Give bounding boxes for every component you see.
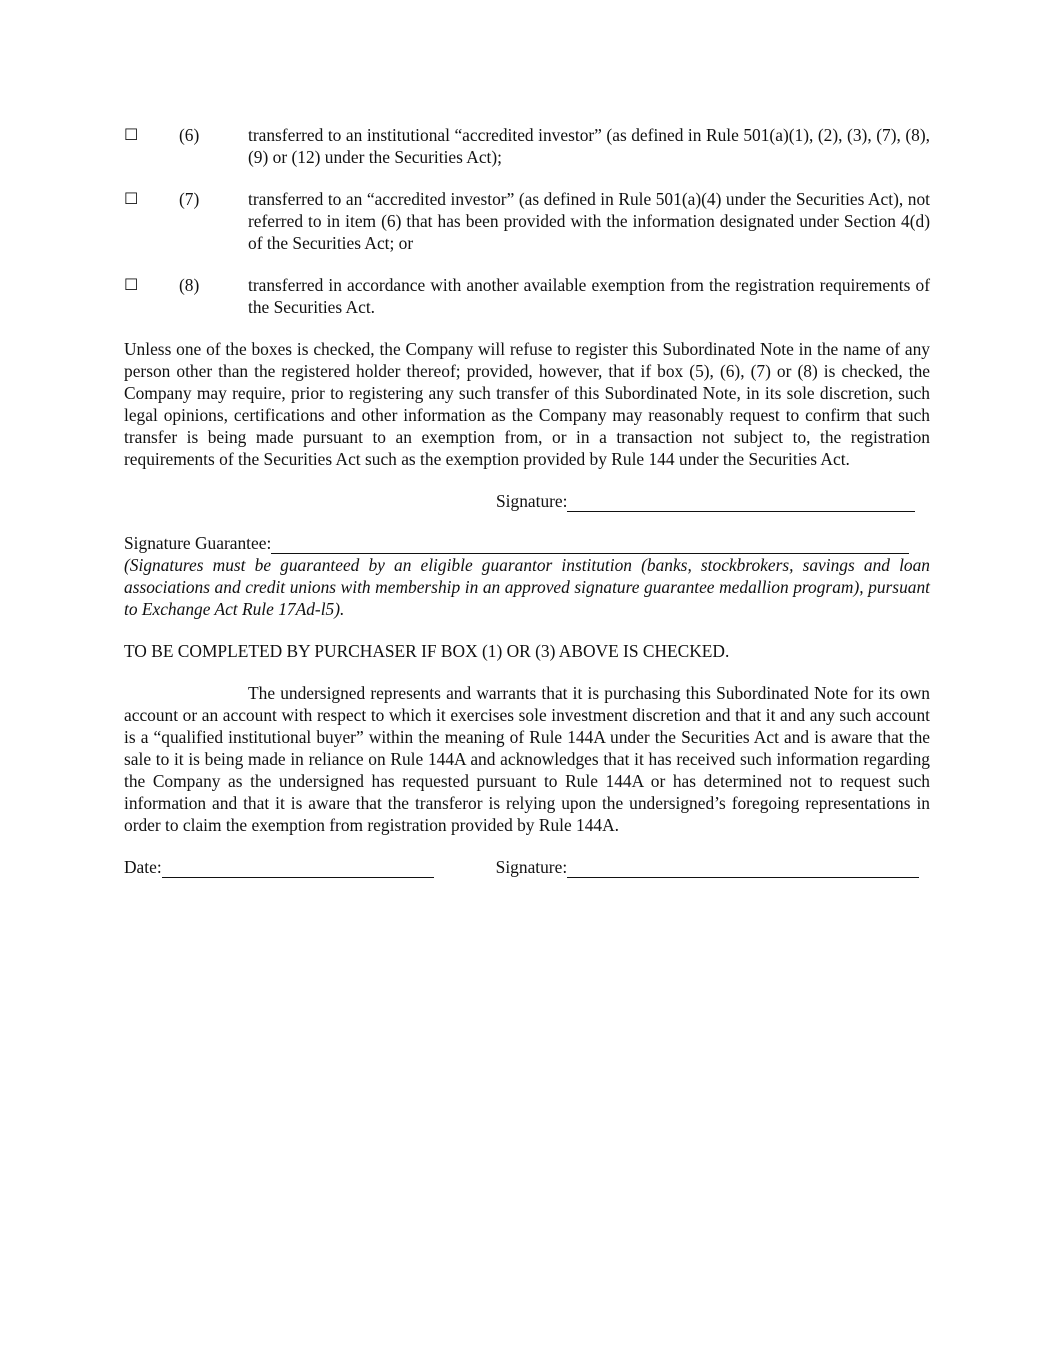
checkbox-8[interactable]: ☐ bbox=[124, 275, 139, 294]
signature-field-1[interactable] bbox=[567, 493, 915, 512]
signature-label-1: Signature: bbox=[496, 491, 568, 511]
signature-field-2[interactable] bbox=[567, 859, 919, 878]
guarantee-field[interactable] bbox=[271, 535, 909, 554]
option-text-8: transferred in accordance with another available exemption from the registration requirements of the Securities Act. bbox=[248, 275, 930, 317]
date-signature-line bbox=[124, 856, 930, 878]
option-text-6: transferred to an institutional “accredited investor” (as defined in Rule 501(a)(1), (2), (3), (7), (8), (9) or (12) under the Securities Act); bbox=[248, 125, 930, 167]
signature-line-1 bbox=[124, 490, 930, 512]
option-item-8 bbox=[124, 274, 930, 318]
option-text-7: transferred to an “accredited investor” (as defined in Rule 501(a)(4) under the Securities Act), not referred to in item (6) that has been provided with the information designated under Section 4(d) of the Securities Act; or bbox=[248, 189, 930, 253]
guarantee-note: (Signatures must be guaranteed by an eligible guarantor institution (banks, stockbrokers, savings and loan associations and credit unions with membership in an approved signature guarantee medallion program), pursuant to Exchange Act Rule 17Ad-l5). bbox=[124, 555, 930, 619]
signature-label-2: Signature: bbox=[495, 857, 568, 877]
date-field[interactable] bbox=[162, 859, 434, 878]
option-number-7: (7) bbox=[179, 189, 200, 209]
checkbox-7[interactable]: ☐ bbox=[124, 189, 139, 208]
option-number-8: (8) bbox=[179, 275, 200, 295]
guarantee-label: Signature Guarantee: bbox=[124, 533, 272, 553]
purchaser-heading: TO BE COMPLETED BY PURCHASER IF BOX (1) OR (3) ABOVE IS CHECKED. bbox=[124, 641, 730, 661]
option-number-6: (6) bbox=[179, 125, 200, 145]
date-label: Date: bbox=[124, 857, 162, 877]
guarantee-line bbox=[124, 532, 930, 554]
purchaser-paragraph: The undersigned represents and warrants that it is purchasing this Subordinated Note for its own account or an account with respect to which it exercises sole investment discretion and that it and any such account is a “qualified institutional buyer” within the meaning of Rule 144A under the Securities Act and is aware that the sale to it is being made in reliance on Rule 144A and acknowledges that it has received such information regarding the Company as the undersigned has requested pursuant to Rule 144A or has determined not to request such information and that it is aware that the transferor is relying upon the undersigned’s foregoing representations in order to claim the exemption from registration provided by Rule 144A. bbox=[124, 683, 930, 835]
option-item-6 bbox=[124, 124, 930, 168]
checkbox-6[interactable]: ☐ bbox=[124, 125, 139, 144]
document-page bbox=[124, 124, 930, 898]
unless-paragraph: Unless one of the boxes is checked, the Company will refuse to register this Subordinated Note in the name of any person other than the registered holder thereof; provided, however, that if box (5), (6), (7) or (8) is checked, the Company may require, prior to registering any such transfer of this Subordinated Note, in its sole discretion, such legal opinions, certifications and other information as the Company may reasonably request to confirm that such transfer is being made pursuant to an exemption from, or in a transaction not subject to, the registration requirements of the Securities Act such as the exemption provided by Rule 144 under the Securities Act. bbox=[124, 339, 930, 469]
option-item-7 bbox=[124, 188, 930, 254]
